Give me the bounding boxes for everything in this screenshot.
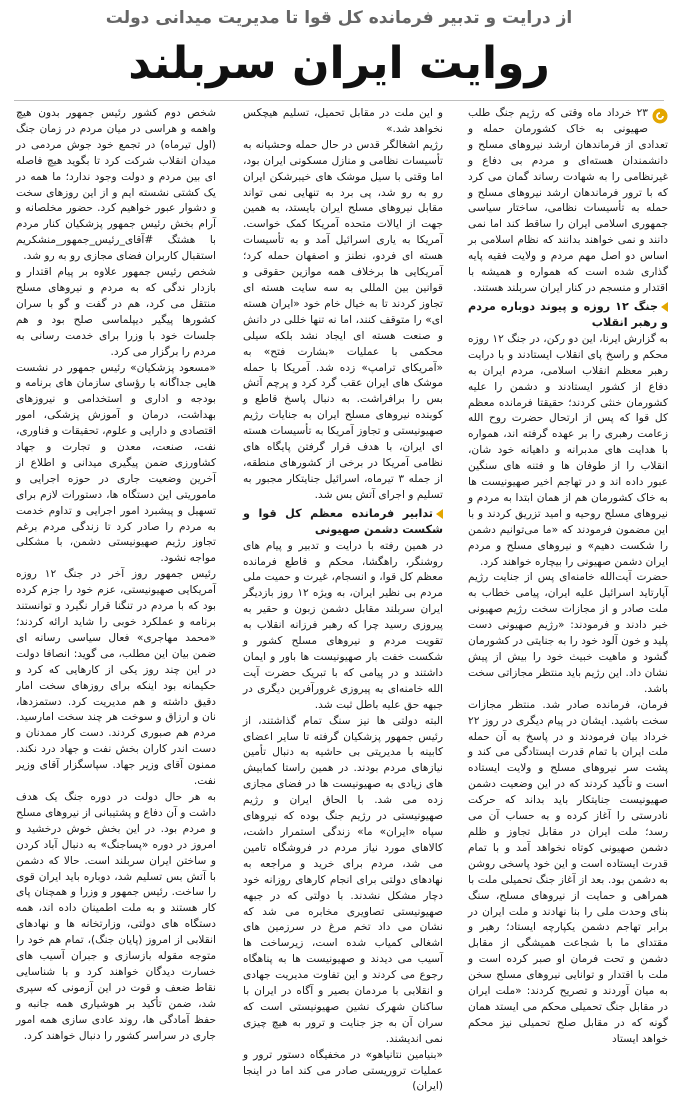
- title-divider: [14, 100, 664, 101]
- article-column-2: [243, 106, 443, 1093]
- article-paragraph: «مسعود پزشکیان» رئیس جمهور در نشست هایی جداگانه با رؤسای سازمان های برنامه و بودجه و اداری و استخدامی و نیروزهای بهداشت، درمان و آموزش پزشکی، امور اقتصادی و دارایی و علوم، تحقیقات و فناوری، نفت، صنعت، معدن و تجارت و جهاد کشاورزی ضمن پیگیری میدانی و اطلاع از آخرین وضعیت جاری در حوزه اجرایی و ماموریتی این دستگاه ها، دستورات لازم برای تسهیل و پیشبرد امور اجرایی و تداوم خدمت به مردم را صادر کرد تا زندگی مردم برغم تجاوز رژیم صهیونیستی دشمن، با مشکلی مواجه نشود.: [16, 361, 216, 565]
- article-paragraph: به هر حال دولت در دوره جنگ یک هدف داشت و آن دفاع و پشتیبانی از نیروهای مسلح و مردم بود. در این بخش خوش درخشید و امروز در دوره «پساجنگ» به دنبال آباد کردن و ساختن ایران سربلند است. حالا که دشمن با آتش بس تسلیم شد، دوباره باید ایران قوی را ساخت. رئیس جمهور و وزرا و همچنان پای کار هستند و به ملت اطمینان داده اند، همه دستگاه های دولتی، وزارتخانه ها و نهادهای انقلابی از امروز (پایان جنگ)، تمام هم خود را متوجه مقوله بازسازی و جبران آسیب های خسارت دیدگان خواهند کرد و با شناسایی نقاط ضعف و قوت در این آزمونی که سپری شد، ضمن تأکید بر هوشیاری همه جانبه و حفظ آمادگی ها، روند عادی سازی همه امور جاری در سراسر کشور را دنبال خواهند کرد.: [16, 790, 216, 1042]
- article-column-3: [16, 106, 216, 1042]
- article-paragraph: در همین رفته با درایت و تدبیر و پیام های روشنگر، راهگشا، محکم و قاطع فرمانده معظم کل قوا، و انسجام، غیرت و حمیت ملی مردم بی نظیر ایران، به ویژه ۱۲ روز بازدیگر ایران سربلند مقابل دشمن زبون و حقیر به پیروزی رسید چرا که رهبر فرزانه انقلاب به تقویت مردم و نیروهای مسلح کشور و شکست خفت بار صهیونیست ها باور و ایمان داشتند و در پیامی که با تبریک حضرت آیت الله خامنه‌ای به پیروزی غرورآفرین دیگری در جبهه حق علیه باطل ثبت شد.: [243, 539, 443, 711]
- kicker-headline: از درایت و تدبیر فرمانده کل قوا تا مدیریت میدانی دولت: [105, 8, 573, 28]
- article-paragraph: البته دولتی ها نیز سنگ تمام گذاشتند، از رئیس جمهور پزشکیان گرفته تا سایر اعضای کابینه با مدیریتی بی حاشیه به دنبال تأمین نیازهای مردم بودند. در همین راستا کمابیش های زیادی به صهیونیست ها در فضای مجازی زده می شد. با الحاق ایران و رژیم صهیونیستی در رژیم جنگ بوده که نیروهای سپاه «ایران» ما» زندگی استمرار داشت، کالاهای مورد نیاز مردم در فروشگاه تامین می شد، مردم برای خرید و مراجعه به نهادهای دولتی برای انجام کارهای روزانه خود دچار مشکل نشدند. با دولتی که در جبهه صهیونیستی تصاویری مخابره می شد که نشان می داد تخم مرغ در سرزمین های اشغالی کمیاب شده است، زیرساخت ها آسیب می دیدند و صهیونیست ها به پناهگاه رجوع می کردند و این تفاوت مدیریت جهادی و انقلابی با مردمان بصیر و آگاه در ایران با ساکنان شهرک نشین صهیونیستی است که سران آن به جز جنایت و ترور به هیچ چیزی نمی اندیشند.: [243, 714, 443, 1045]
- article-paragraph: به گزارش ایرنا، این دو رکن، در جنگ ۱۲ روزه محکم و راسخ پای انقلاب ایستادند و با درایت رهبر معظم انقلاب اسلامی، مردم ایران به دفاع از کشور ایستادند و دشمن را علیه کشورمان خنثی کردند؛ حقیقتا فرمانده معظم کل قوا که پس از ارتحال حضرت روح الله زعامت رهبری را بر عهده گرفته اند، همواره با هدایت های مدبرانه و داهیانه خود شان، انقلاب را از طوفان ها و فتنه های سنگین عبور داده اند و در تهاجم اخیر صهیونیست ها به خاک کشورمان هم از همان ابتدا به مردم و نیروهای مسلح روحیه و امید تزریق کردند و با این مضمون فرمودند که «ما می‌توانیم دشمن را شکست دهیم» و نیروهای مسلح و مردم ایران دشمن صهیونی را بیچاره خواهند کرد.: [468, 332, 668, 568]
- subheading-text: جنگ ۱۲ روزه و پیوند دوباره مردم و رهبر انقلاب: [468, 299, 668, 329]
- article-paragraph: ۲۳ خرداد ماه وقتی که رژیم جنگ طلب صهیونی به خاک کشورمان حمله و تعدادی از فرماندهان ارشد نیروهای مسلح و دانشمندان هسته‌ای و مردم بی دفاع و غیرنظامی را به شهادت رساند گمان می کرد که با ترور فرماندهان ارشد نیروهای مسلح و حمله به تأسیسات نظامی، ساختار سیاسی جمهوری اسلامی ایران را ساقط کند اما نمی دانند و نمی خواهند بدانند که نظام اسلامی بر اساس دو اصل مهم مردم و ولایت فقیه پایه گذاری شده است که همواره و همیشه با اقتدار و منسجم در کنار ایران سربلند هستند.: [468, 107, 668, 294]
- article-paragraph: «بنیامین نتانیاهو» در مخفیگاه دستور ترور و عملیات تروریستی صادر می کند اما در اینجا (ایران): [243, 1048, 443, 1093]
- article-paragraph: شخص دوم کشور رئیس جمهور بدون هیچ واهمه و هراسی در میان مردم در زمان جنگ (اول تیرماه) در تجمع خود جوش مردمی در میدان انقلاب شرکت کرد تا بگوید هیچ فاصله ای بین مردم و دولت وجود ندارد؛ ما همه در یک کشتی نشسته ایم و از این روزهای سخت و دشوار عبور خواهیم کرد. حضور مخلصانه و آرام بخش رئیس جمهور پزشکیان کنار مردم با هشتگ #آقای_رئیس_جمهور_منشکریم استقبال کاربران فضای مجازی رو به رو شد.: [16, 107, 216, 263]
- bullet-marker-icon: [661, 302, 668, 312]
- article-paragraph: شخص رئیس جمهور علاوه بر پیام اقتدار و بازدار ندگی که به مردم و نیروهای مسلح منتقل می کرد، هم در گفت و گو با سران کشورها پیگیر دیپلماسی صلح بود و هم جلسات خود با وزرا برای خدمت رسانی به مردم را برگزار می کرد.: [16, 266, 216, 358]
- article-paragraph: فرمان، فرمانده صادر شد. منتظر مجازات سخت باشید. ایشان در پیام دیگری در روز ۲۲ خرداد بیان فرمودند و در پاسخ به آن حمله ملت ایران با تمام قدرت ایستادگی می کند و پشت سر نیروهای مسلح و ولایت ایستاده است و تأکید کردند که در این وضعیت دشمن صهیونیست جنایتکار باید بداند که حرکت نادرستی را آغاز کرده و به حساب آن می رسد؛ ملت ایران در مقابل تجاوز و ظلم دشمن صهیونی کوتاه نخواهد آمد و با تمام قدرت ایستاده است و این خود پاسخی روشن به دشمن بود. بعد از آغاز جنگ تحمیلی ملت با همراهی و حمایت از نیروهای مسلح، سنگ بنای وحدت ملی را بنا نهادند و ملت ایران در برابر تهاجم دشمن یکپارچه ایستاد؛ رهبر و مقتدای ما با شجاعت همیشگی از مقابل دشمن و تحت فرمان او صبر کرده است و ملت با اقتدار و توانایی نیروهای مسلح سخن به میان آوردند و تصریح کردند: «ملت ایران در مقابل جنگ تحمیلی محکم می ایستد همان گونه که در مقابل صلح تحمیلی نیز محکم خواهد ایستاد: [468, 698, 668, 1045]
- section-subheading: [468, 299, 668, 331]
- article-paragraph: رئیس جمهور روز آخر در جنگ ۱۲ روزه آمریکایی صهیونیستی، عزم خود را جزم کرده بود که با مردم در تنگنا قرار نگیرد و توانستند برنامه و عملکرد خوبی را شاید ارائه کردند؛ «محمد مهاجری» فعال سیاسی رسانه ای ضمن بیان این مطلب، می گوید: انصافا دولت در این چند روز یکی از کارهایی که کرد و حکیمانه بود اینکه برای روزهای سخت امار دقیق داشته و هم مدیریت کرد. دستمزدها، نان و ارزاق و سوخت هر چند سخت امارسید. مردم هم صبوری کردند. دست کار ممدنان و دست اندر کاران بخش نفت و جهاد درد نکند. ممنون آقای وزیر جهاد. سپاسگزار آقای وزیر نفت.: [16, 568, 216, 788]
- article-paragraph: حضرت آیت‌الله خامنه‌ای پس از جنایت رژیم آپارتاید اسرائیل علیه ایران، پیامی خطاب به ملت صادر و از مجازات سخت رژیم صهیونی خبر دادند و فرمودند: «رژیم صهیونی دست پلید و خون آلود خود را به جنایتی در کشورمان گشود و ماهیت خبیث خود را بیش از پیش نشان داد. این رژیم باید منتظر مجازاتی سخت باشد.: [468, 571, 668, 695]
- bullet-marker-icon: [436, 509, 443, 519]
- article-paragraph: و این ملت در مقابل تحمیل، تسلیم هیچکس نخواهد شد.»: [243, 107, 443, 135]
- subheading-text: تدابیر فرمانده معظم کل قوا و شکست دشمن صهیونی: [243, 506, 443, 536]
- article-column-1: [468, 106, 668, 1045]
- logo-mark-icon: [652, 108, 668, 124]
- section-subheading: [243, 506, 443, 538]
- page-title: روایت ایران سربلند: [128, 38, 550, 89]
- article-paragraph: رژیم اشغالگر قدس در حال حمله وحشیانه به تأسیسات نظامی و منازل مسکونی ایران بود، اما وقتی با سیل موشک های خیبرشکن ایران رو به رو شد، پی برد به تنهایی نمی تواند مقابل نیروهای مسلح ایران بایستد، به همین جهت از ایالات متحده آمریکا کمک خواست. آمریکا به یاری اسرائیل آمد و به تأسیسات هسته ای فردو، نطنز و اصفهان حمله کرد؛ آمریکایی ها برخلاف همه موازین حقوقی و قوانین بین المللی به سه سایت هسته ای تجاوز کردند تا به خیال خام خود «ایران هسته ای» را متوقف کنند، اما نه تنها خللی در دانش و صنعت هسته ای ایجاد نشد بلکه سیلی محکمی با عملیات «بشارت فتح» به «آمریکای ترامپ» زده شد. آمریکا با حمله موشک های ایران عقب گرد کرد و پرچم آتش بس را برافراشت. به دنبال پاسخ قاطع و کوبنده نیروهای مسلح ایران به جنایات رژیم صهیونیستی و تجاوز آمریکا به تأسیسات هسته ای ایران، با هدف قرار گرفتن پایگاه های نظامی آمریکا در برخی از کشورهای منطقه، از جمله ۳ تیرماه، اسرائیل جنایتکار مجبور به تسلیم و اجرای آتش بس شد.: [243, 138, 443, 501]
